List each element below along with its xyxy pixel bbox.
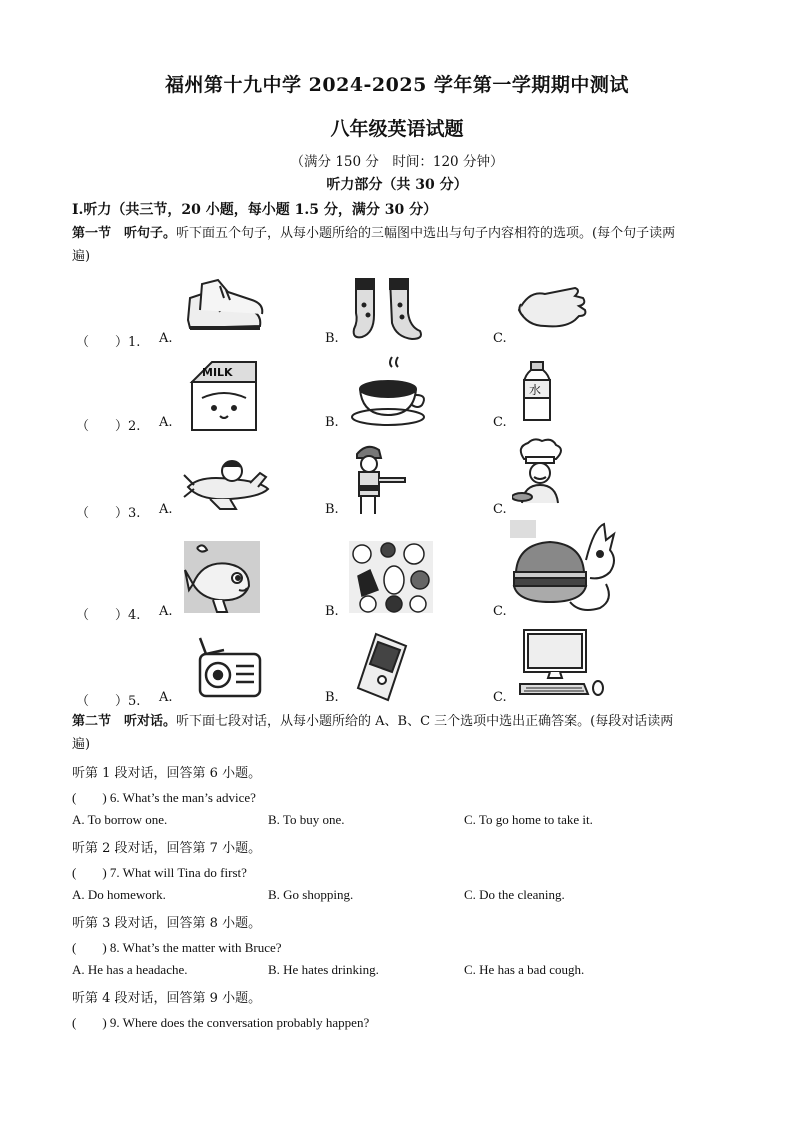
section-heading: Ⅰ.听力（共三节，20 小题，每小题 1.5 分，满分 30 分） [72,202,438,218]
option-label-a: A. [159,331,173,346]
exam-subtitle: 八年级英语试题 [330,118,464,140]
police-officer-icon [345,440,409,516]
option-8a: A. He has a headache. [72,962,188,977]
coffee-cup-icon [348,355,430,433]
question-6: ( ) 6. What’s the man’s advice? [72,790,256,805]
chef-icon [512,437,568,507]
question-number-4: （ ）4. [76,608,141,623]
question-number-2: （ ）2. [76,419,141,434]
part1-instructions [72,222,732,268]
option-8c: C. He has a bad cough. [464,962,585,977]
part1-text: 听下面五个句子，从每小题所给的三幅图中选出与句子内容相符的选项。(每个句子读两 [176,226,676,241]
part2-instructions [72,710,732,756]
dialog-intro-4: 听第 4 段对话，回答第 9 小题。 [72,991,262,1006]
option-label-b: B. [325,331,339,346]
question-number-3: （ ）3. [76,506,141,521]
option-label-b: B. [325,415,339,430]
milk-carton-icon [182,358,264,434]
dialog-intro-2: 听第 2 段对话，回答第 7 小题。 [72,841,262,856]
option-label-b: B. [325,502,339,517]
question-7: ( ) 7. What will Tina do first? [72,865,247,880]
option-6a: A. To borrow one. [72,812,168,827]
option-label-a: A. [159,690,173,705]
socks-icon [350,275,432,357]
option-7b: B. Go shopping. [268,887,354,902]
option-label-a: A. [159,502,173,517]
question-number-1: （ ）1. [76,335,141,350]
option-label-b: B. [325,690,339,705]
exam-title: 福州第十九中学 2024-2025 学年第一学期期中测试 [165,74,629,96]
gloves-icon [515,280,597,362]
radio-icon [186,636,266,700]
question-8: ( ) 8. What’s the matter with Bruce? [72,940,282,955]
fish-icon [183,540,261,614]
option-label-b: B. [325,604,339,619]
part1-text-cont: 遍) [72,249,91,264]
part2-label: 第二节 听对话。 [72,714,177,729]
part-title: 听力部分（共 30 分） [326,177,468,193]
option-6c: C. To go home to take it. [464,812,593,827]
water-bottle-icon [520,360,556,426]
option-label-a: A. [159,415,173,430]
part1-label: 第一节 听句子。 [72,226,177,241]
milk-carton-label: MILK [202,366,233,379]
option-label-c: C. [493,604,507,619]
option-label-a: A. [159,604,173,619]
part2-text-cont: 遍) [72,737,91,752]
question-number-5: （ ）5. [76,694,141,709]
option-label-c: C. [493,690,507,705]
option-8b: B. He hates drinking. [268,962,379,977]
part2-text: 听下面七段对话，从每小题所给的 A、B、C 三个选项中选出正确答案。(每段对话读两 [176,714,674,729]
dialog-intro-1: 听第 1 段对话，回答第 6 小题。 [72,766,262,781]
option-label-c: C. [493,415,507,430]
option-label-c: C. [493,331,507,346]
computer-icon [518,628,604,698]
question-9: ( ) 9. Where does the conversation probably happen? [72,1015,370,1030]
pilot-plane-icon [180,455,272,511]
sneakers-icon [180,270,262,352]
score-time: （满分 150 分 时间：120 分钟） [290,154,504,170]
dialog-intro-3: 听第 3 段对话，回答第 8 小题。 [72,916,262,931]
fruits-icon [348,540,434,614]
option-label-c: C. [493,502,507,517]
mobile-phone-icon [352,630,412,702]
option-7c: C. Do the cleaning. [464,887,565,902]
water-bottle-label: 水 [529,383,542,397]
option-6b: B. To buy one. [268,812,345,827]
option-7a: A. Do homework. [72,887,166,902]
hamburger-dragon-icon [510,520,620,616]
